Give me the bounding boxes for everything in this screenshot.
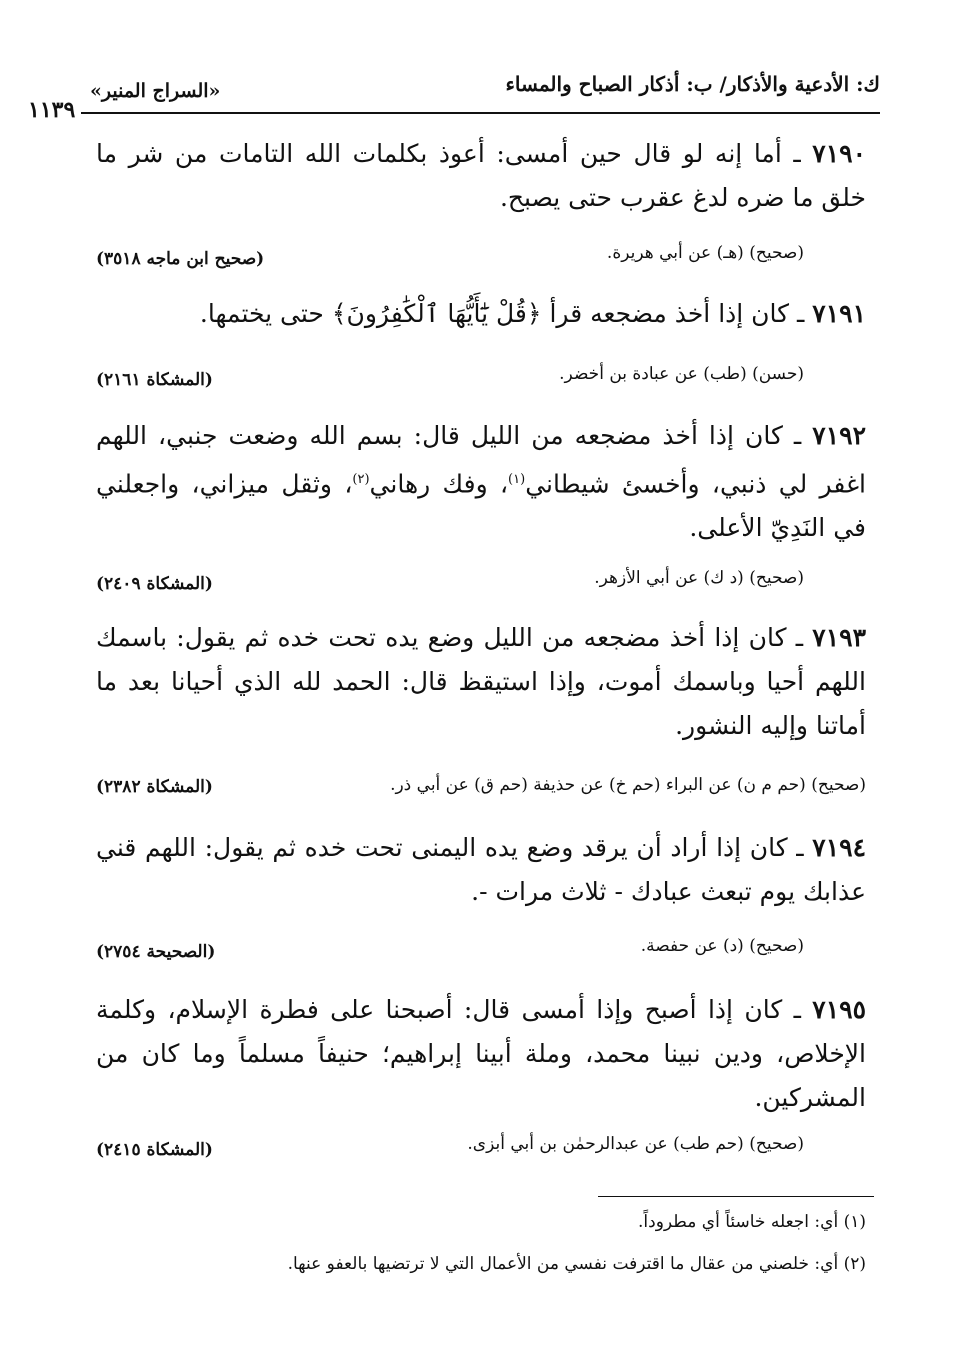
footnote-divider — [598, 1196, 874, 1197]
hadith-source: (حسن) (طب) عن عبادة بن أخضر. — [559, 364, 804, 384]
hadith-source: (صحيح) (د) عن حفصة. — [640, 936, 804, 956]
chapter-title: ك: الأدعية والأذكار/ ب: أذكار الصباح والمساء — [505, 72, 880, 96]
hadith-source: (صحيح) (د ك) عن أبي الأزهر. — [594, 568, 804, 588]
hadith-grade: (المشكاة ٢٤٠٩) — [96, 574, 213, 594]
hadith-number: ٧١٩٥ — [812, 995, 866, 1024]
hadith-source: (صحيح) (هـ) عن أبي هريرة. — [606, 243, 804, 263]
hadith-source: (صحيح) (حم م ن) عن البراء (حم خ) عن حذيفة (حم ق) عن أبي ذر. — [390, 775, 866, 795]
hadith-grade: (صحيح ابن ماجه ٣٥١٨) — [96, 249, 265, 269]
hadith-number: ٧١٩٤ — [812, 833, 866, 862]
hadith-entry — [96, 988, 866, 1120]
page-number: ١١٣٩ — [28, 97, 81, 123]
hadith-entry — [96, 414, 866, 550]
header-divider — [40, 112, 880, 114]
hadith-entry — [96, 616, 866, 748]
hadith-source: (صحيح) (حم طب) عن عبدالرحمٰن بن أبي أبزى. — [467, 1134, 804, 1154]
hadith-grade: (المشكاة ٢٤١٥) — [96, 1140, 213, 1160]
hadith-text: ـ كان إذا أخذ مضجعه من الليل وضع يده تحت خده ثم يقول: باسمك اللهم أحيا وباسمك أموت، وإذا استيقظ قال: الحمد لله الذي أحيانا بعد ما أماتنا وإليه النشور. — [96, 623, 866, 740]
hadith-grade: (المشكاة ٢١٦١) — [96, 370, 213, 390]
hadith-entry — [96, 826, 866, 914]
hadith-entry — [96, 132, 866, 220]
hadith-text: ـ أما إنه لو قال حين أمسى: أعوذ بكلمات الله التامات من شر ما خلق ما ضره لدغ عقرب حتى يصبح. — [96, 139, 866, 212]
hadith-text-part: ، وفك رهاني — [369, 469, 509, 499]
hadith-text: ـ كان إذا أراد أن يرقد وضع يده اليمنى تحت خده ثم يقول: اللهم قني عذابك يوم تبعث عبادك - ثلاث مرات -. — [96, 833, 866, 906]
footnote-marker: (١) — [508, 472, 526, 487]
hadith-text: ـ كان إذا أصبح وإذا أمسى قال: أصبحنا على فطرة الإسلام، وكلمة الإخلاص، ودين نبينا محمد، وملة أبينا إبراهيم؛ حنيفاً مسلماً وما كان من المشركين. — [96, 995, 866, 1112]
hadith-text-part: ـ كان إذا أخذ مضجعه من الليل قال: بسم الله وضعت جنبي، اللهم اغفر لي ذنبي، وأخسئ شيطاني — [96, 421, 866, 499]
hadith-number: ٧١٩١ — [812, 299, 866, 328]
hadith-number: ٧١٩٢ — [812, 421, 866, 450]
book-title: «السراج المنير» — [90, 80, 221, 102]
footnote: (١) أي: اجعله خاسئاً أي مطروداً. — [638, 1212, 866, 1232]
hadith-entry — [96, 292, 866, 336]
hadith-number: ٧١٩٣ — [812, 623, 866, 652]
hadith-text-part: ، وثقل ميزاني، واجعلني في النَدِيّ الأعلى. — [96, 469, 866, 543]
footnote: (٢) أي: خلصني من عقال ما اقترفت نفسي من الأعمال التي لا ترتضيها بالعفو عنها. — [287, 1254, 866, 1274]
footnote-marker: (٢) — [352, 472, 370, 487]
hadith-grade: (المشكاة ٢٣٨٢) — [96, 777, 213, 797]
running-header — [40, 72, 880, 122]
hadith-text: ـ كان إذا أخذ مضجعه قرأ ﴿قُلْ يَٰٓأَيُّهَا ٱلْكَٰفِرُونَ﴾ حتى يختمها. — [199, 299, 805, 328]
hadith-number: ٧١٩٠ — [812, 139, 866, 168]
hadith-grade: (الصحيحة ٢٧٥٤) — [96, 942, 216, 962]
